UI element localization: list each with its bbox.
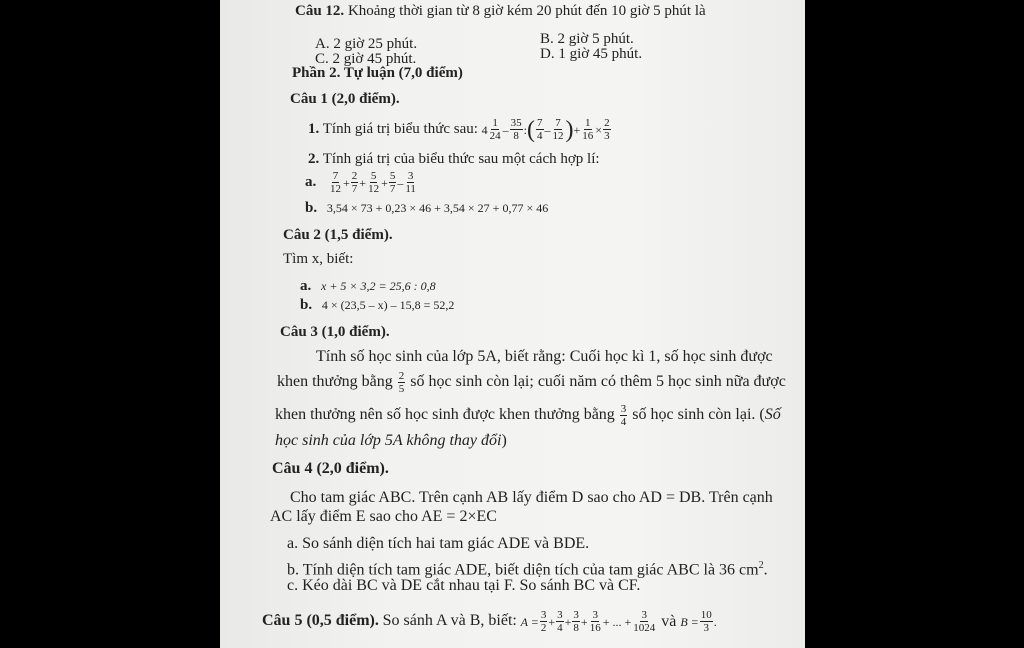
fraction <box>581 117 594 142</box>
operator: – <box>544 122 551 137</box>
cau1-b-label: b. <box>305 200 318 216</box>
numerator: 3 <box>641 609 647 622</box>
numerator: 1 <box>585 117 591 130</box>
numerator: 7 <box>537 117 543 130</box>
conjunction: và <box>661 612 677 630</box>
denominator: 1024 <box>633 622 656 635</box>
operator: + <box>548 614 556 629</box>
fraction <box>572 609 580 634</box>
cau1-q2-text: Tính giá trị của biểu thức sau một cách hợp lí: <box>322 151 600 167</box>
numerator: 3 <box>540 609 547 622</box>
cau1-q1-label: 1. <box>308 121 320 137</box>
fraction <box>632 609 656 634</box>
fraction <box>589 609 602 634</box>
numerator: 2 <box>604 117 610 130</box>
numerator: 3 <box>573 609 579 622</box>
operator: + <box>564 614 572 629</box>
cau3-line-2 <box>277 369 786 395</box>
cau1-q1-expression <box>482 113 612 147</box>
denominator: 4 <box>620 415 627 428</box>
denominator: 12 <box>330 183 341 196</box>
fraction <box>404 170 417 195</box>
cau1-part-b <box>305 199 548 217</box>
fraction <box>351 170 359 195</box>
b-lhs: B = <box>680 614 699 629</box>
cau1-title: Câu 1 (2,0 điểm). <box>290 91 400 107</box>
operator: + <box>343 175 350 190</box>
cau12-text: Khoảng thời gian từ 8 giờ kém 20 phút đến 10 giờ 5 phút là <box>347 3 706 19</box>
operator: + <box>580 614 588 629</box>
operator: + <box>573 122 581 137</box>
cau2-part-a <box>300 277 436 295</box>
operator: – <box>397 175 404 190</box>
cau12-option-a: A. 2 giờ 25 phút. <box>315 36 418 52</box>
numerator: 10 <box>700 609 712 622</box>
ellipsis: + ... + <box>602 614 632 629</box>
fraction <box>540 609 548 634</box>
cau3-line-3a: khen thưởng nên số học sinh được khen thưởng bằng <box>275 406 615 423</box>
numerator: 5 <box>370 170 377 183</box>
period: . <box>763 561 768 579</box>
cau5-title: Câu 5 (0,5 điểm). <box>262 612 379 629</box>
numerator: 3 <box>592 609 598 622</box>
denominator: 4 <box>557 622 563 635</box>
fraction <box>620 403 628 428</box>
cau1-q2-label: 2. <box>308 151 320 167</box>
cau12-option-b: B. 2 giờ 5 phút. <box>540 31 634 47</box>
cau4-line-2: AC lấy điểm E sao cho AE = 2×EC <box>270 508 497 525</box>
fraction <box>489 117 502 142</box>
numerator: 3 <box>620 402 627 415</box>
denominator: 5 <box>398 382 405 395</box>
cau3-line-4b: ) <box>501 432 507 449</box>
denominator: 11 <box>405 183 416 196</box>
operator: + <box>359 175 367 190</box>
denominator: 7 <box>389 183 396 196</box>
cau1-a-expression <box>328 167 418 199</box>
operator: : <box>523 122 528 137</box>
fraction <box>603 117 611 142</box>
numerator: 3 <box>407 170 414 183</box>
mixed-whole: 4 <box>481 122 488 137</box>
cau2-intro: Tìm x, biết: <box>283 251 354 267</box>
cau3-line-3 <box>275 402 781 428</box>
phan2-title: Phần 2. Tự luận (7,0 điểm) <box>292 65 463 81</box>
cau5-question <box>262 598 717 645</box>
cau1-q1 <box>308 112 612 147</box>
cau1-b-expression: 3,54 × 73 + 0,23 × 46 + 3,54 × 27 + 0,77 × 46 <box>326 201 549 215</box>
cau12-option-c: C. 2 giờ 45 phút. <box>315 51 417 67</box>
cau2-a-label: a. <box>300 278 312 294</box>
operator: + <box>381 175 388 190</box>
numerator: 35 <box>510 117 522 130</box>
cau4-line-1: Cho tam giác ABC. Trên cạnh AB lấy điểm D sao cho AD = DB. Trên cạnh <box>290 489 773 506</box>
cau3-line-4 <box>275 431 507 451</box>
numerator: 2 <box>398 369 405 382</box>
cau12-question <box>295 2 706 20</box>
cau12-option-d: D. 1 giờ 45 phút. <box>540 46 643 62</box>
denominator: 7 <box>351 183 358 196</box>
cau2-part-b <box>300 296 454 314</box>
cau5-text: So sánh A và B, biết: <box>382 612 517 629</box>
fraction <box>389 170 397 195</box>
operator: – <box>502 122 509 137</box>
cau3-line-4a: học sinh của lớp 5A không thay đổi <box>275 432 502 449</box>
denominator: 12 <box>368 183 380 196</box>
fraction <box>367 170 380 195</box>
cau3-title: Câu 3 (1,0 điểm). <box>280 324 390 340</box>
numerator: 7 <box>332 170 339 183</box>
numerator: 3 <box>557 609 563 622</box>
cau4-part-b-text: b. Tính diện tích tam giác ADE, biết diện tích của tam giác ABC là 36 cm <box>287 561 759 579</box>
cau12-title: Câu 12. <box>295 3 345 19</box>
cau1-part-a <box>305 166 418 199</box>
cau2-b-expression: 4 × (23,5 – x) – 15,8 = 52,2 <box>321 298 455 312</box>
cau4-title: Câu 4 (2,0 điểm). <box>272 460 389 477</box>
cau3-line-3b: số học sinh còn lại. ( <box>632 406 765 423</box>
cau2-title: Câu 2 (1,5 điểm). <box>283 227 393 243</box>
cau2-b-label: b. <box>300 297 313 313</box>
fraction <box>398 370 406 395</box>
exam-paper <box>220 0 805 648</box>
denominator: 3 <box>604 130 610 143</box>
numerator: 5 <box>389 170 396 183</box>
cau3-line-1: Tính số học sinh của lớp 5A, biết rằng: Cuối học kì 1, số học sinh được <box>316 348 773 365</box>
period: . <box>713 614 717 629</box>
operator: × <box>595 122 603 137</box>
cau3-line-2b: số học sinh còn lại; cuối năm có thêm 5 học sinh nữa được <box>410 373 786 390</box>
fraction <box>552 117 565 142</box>
denominator: 8 <box>573 622 579 635</box>
fraction <box>556 609 564 634</box>
denominator: 4 <box>537 130 543 143</box>
denominator: 24 <box>489 130 501 143</box>
cau4-part-c: c. Kéo dài BC và DE cắt nhau tại F. So sánh BC và CF. <box>287 577 641 594</box>
fraction <box>700 609 713 634</box>
cau2-a-expression: x + 5 × 3,2 = 25,6 : 0,8 <box>321 279 436 293</box>
cau3-line-2a: khen thưởng bằng <box>277 373 393 390</box>
denominator: 16 <box>589 622 601 635</box>
fraction <box>536 117 544 142</box>
superscript: 2 <box>758 560 764 571</box>
numerator: 7 <box>555 117 561 130</box>
fraction <box>329 170 342 195</box>
a-lhs: A = <box>520 614 539 629</box>
cau3-line-3c: Số <box>764 406 781 423</box>
left-paren: ( <box>527 116 536 143</box>
denominator: 8 <box>513 130 519 143</box>
denominator: 16 <box>582 130 594 143</box>
cau5-expression <box>521 599 717 645</box>
fraction <box>510 117 523 142</box>
numerator: 2 <box>351 170 358 183</box>
right-paren: ) <box>565 116 574 143</box>
numerator: 1 <box>492 117 498 130</box>
cau1-a-label: a. <box>305 174 317 190</box>
cau4-part-a: a. So sánh diện tích hai tam giác ADE và BDE. <box>287 535 590 552</box>
cau1-q1-text: Tính giá trị biểu thức sau: <box>322 121 478 137</box>
denominator: 2 <box>540 622 547 635</box>
denominator: 12 <box>552 130 564 143</box>
denominator: 3 <box>703 622 710 635</box>
